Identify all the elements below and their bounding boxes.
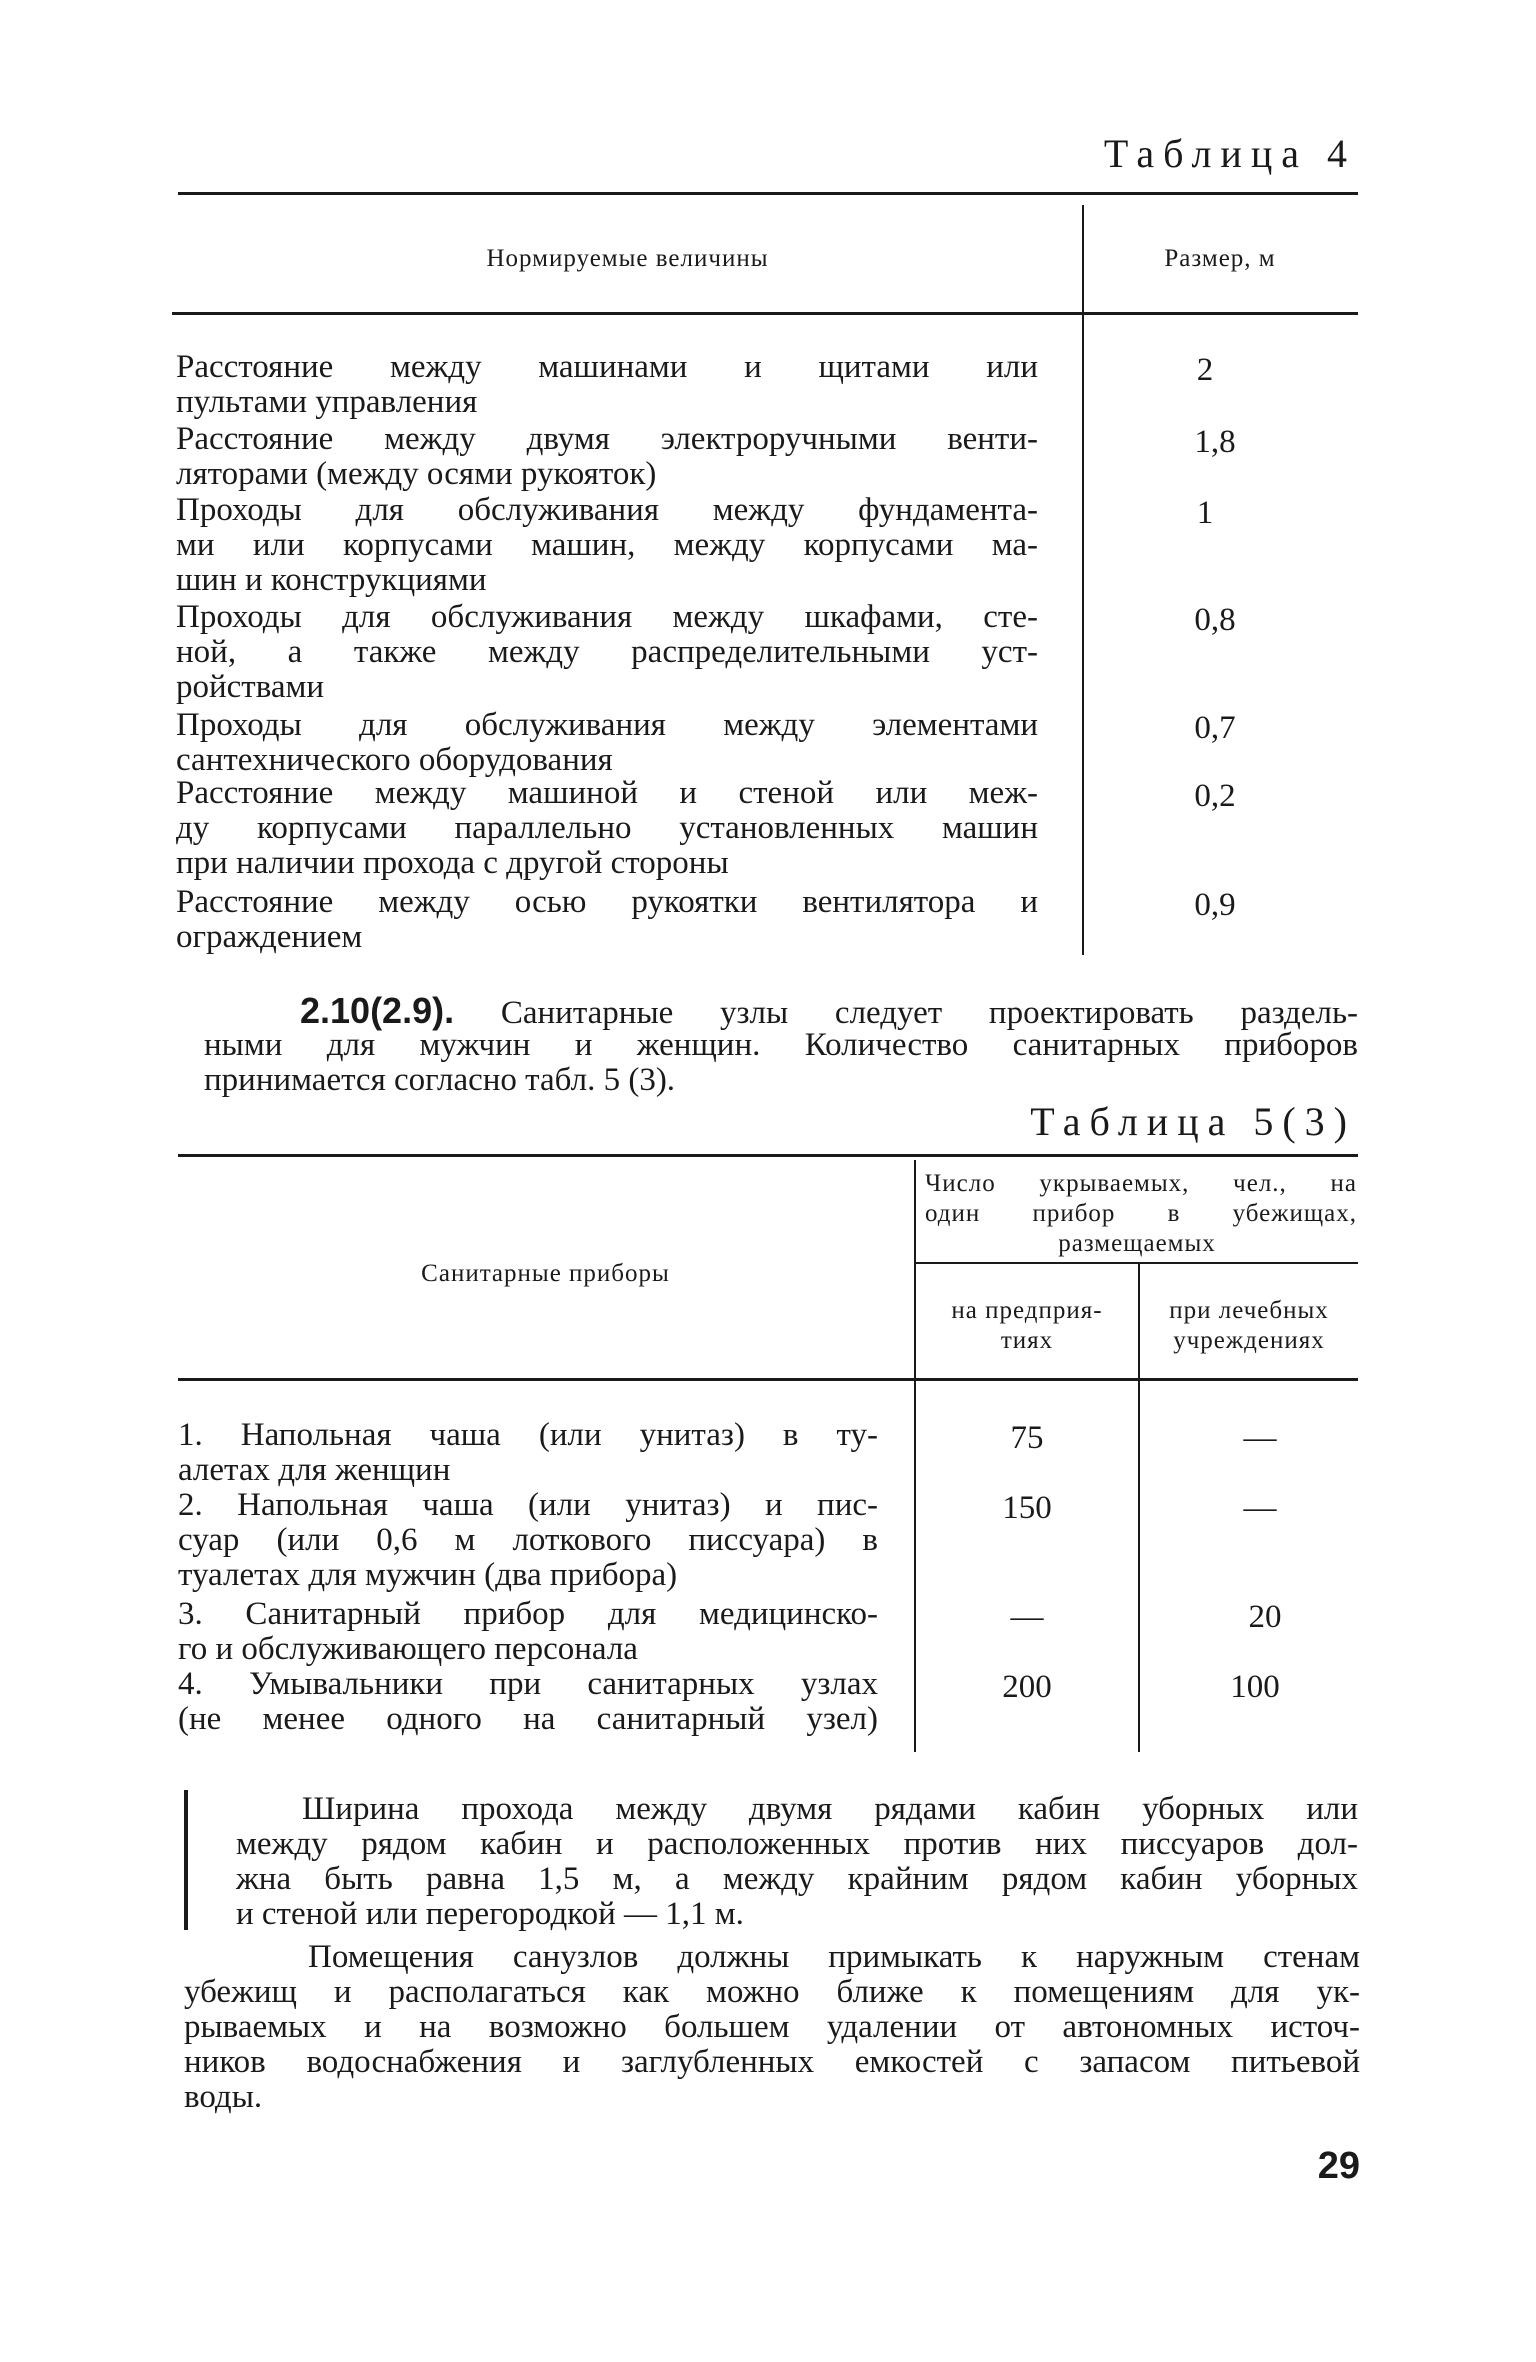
paragraph-line: Помещения санузлов должны примыкать к наружным стенам <box>308 1939 1360 1975</box>
paragraph-line: принимается согласно табл. 5 (3). <box>204 1062 676 1098</box>
table5-row-text-line: 3. Санитарный прибор для медицинско- <box>178 1596 878 1632</box>
page-number: 29 <box>1317 2145 1360 2187</box>
table5-row-value-medical: — <box>1243 1490 1277 1526</box>
paragraph-line: ными для мужчин и женщин. Количество санитарных приборов <box>204 1027 1358 1063</box>
table5-title: Таблица 5(3) <box>1030 1099 1356 1144</box>
table5-row-value-medical: 20 <box>1248 1599 1282 1635</box>
table4-row-text-line: пультами управления <box>176 384 478 420</box>
table4-row-text-line: при наличии прохода с другой стороны <box>176 845 729 881</box>
paragraph-number: 2.10(2.9). <box>300 990 455 1031</box>
table4-row-text-line: Проходы для обслуживания между элементами <box>176 707 1038 743</box>
paragraph-line: воды. <box>184 2079 263 2115</box>
table5-header-sub-line: при лечебных <box>1169 1297 1329 1324</box>
table5-header-sub-line: на предприя- <box>951 1297 1103 1324</box>
table5-row-text-line: го и обслуживающего персонала <box>178 1631 638 1667</box>
table4-row-value: 0,7 <box>1194 710 1236 746</box>
table4-row-text-line: ми или корпусами машин, между корпусами ма- <box>176 527 1038 563</box>
table5-row-value-medical: — <box>1243 1420 1277 1456</box>
table5-row-value-enterprises: 200 <box>1002 1669 1052 1705</box>
table4-header-size: Размер, м <box>1164 245 1276 272</box>
paragraph-line: между рядом кабин и расположенных против них писсуаров дол- <box>236 1826 1358 1862</box>
table5-header-devices: Санитарные приборы <box>421 1260 670 1287</box>
table5-row-text-line: 2. Напольная чаша (или унитаз) и пис- <box>178 1487 878 1523</box>
table4-header-quantities: Нормируемые величины <box>486 245 769 272</box>
table5-header-rule <box>178 1378 1358 1381</box>
table5-row-text-line: туалетах для мужчин (два прибора) <box>178 1557 678 1593</box>
table5-subheader-rule <box>915 1262 1358 1264</box>
paragraph-line: рываемых и на возможно большем удалении от автономных источ- <box>184 2009 1360 2045</box>
table4-top-rule <box>178 192 1358 195</box>
margin-change-bar <box>184 1790 188 1930</box>
table5-header-group-line: размещаемых <box>1058 1230 1216 1257</box>
table5-row-text-line: алетах для женщин <box>178 1452 451 1488</box>
table4-row-text-line: Расстояние между машинами и щитами или <box>176 349 1038 385</box>
table5-row-text-line: 4. Умывальники при санитарных узлах <box>178 1666 878 1702</box>
table4-row-text-line: шин и конструкциями <box>176 562 487 598</box>
table4-column-divider <box>1082 205 1084 955</box>
table5-row-text-line: (не менее одного на санитарный узел) <box>178 1701 878 1737</box>
table5-header-sub-line: тиях <box>1000 1327 1054 1354</box>
table4-row-text-line: Расстояние между двумя электроручными венти- <box>176 421 1038 457</box>
table4-row-value: 0,9 <box>1194 887 1236 923</box>
table4-row-text-line: Расстояние между машиной и стеной или меж- <box>176 775 1038 811</box>
table4-row-text-line: ду корпусами параллельно установленных машин <box>176 810 1038 846</box>
table4-header-rule <box>172 312 1358 315</box>
table4-row-value: 0,2 <box>1194 778 1236 814</box>
paragraph-line <box>300 990 1359 1031</box>
table4-row-text-line: Проходы для обслуживания между шкафами, сте- <box>176 599 1038 635</box>
table4-row-value: 1 <box>1196 495 1214 531</box>
paragraph-line: ников водоснабжения и заглубленных емкостей с запасом питьевой <box>184 2044 1360 2080</box>
table5-row-value-enterprises: 75 <box>1010 1420 1044 1456</box>
table5-header-group-line: Число укрываемых, чел., на <box>925 1170 1357 1197</box>
table4-row-text-line: ной, а также между распределительными уст- <box>176 634 1038 670</box>
paragraph-text: Санитарные узлы следует проектировать раздель- <box>500 995 1359 1031</box>
table5-header-sub-line: учреждениях <box>1173 1327 1325 1354</box>
table4-row-value: 1,8 <box>1194 424 1236 460</box>
table5-row-value-enterprises: — <box>1010 1599 1044 1635</box>
table5-row-value-medical: 100 <box>1230 1669 1280 1705</box>
table4-row-text-line: сантехнического оборудования <box>176 742 613 778</box>
table4-row-value: 2 <box>1196 352 1214 388</box>
table5-row-text-line: 1. Напольная чаша (или унитаз) в ту- <box>178 1417 878 1453</box>
paragraph-line: и стеной или перегородкой — 1,1 м. <box>236 1896 744 1932</box>
table4-row-text-line: ройствами <box>176 669 325 705</box>
table5-header-group-line: один прибор в убежищах, <box>925 1200 1357 1227</box>
table4-row-value: 0,8 <box>1194 602 1236 638</box>
paragraph-line: убежищ и располагаться как можно ближе к помещениям для ук- <box>184 1974 1360 2010</box>
table4-title: Таблица 4 <box>1103 131 1356 176</box>
table4-row-text-line: ляторами (между осями рукояток) <box>176 456 657 492</box>
table5-top-rule <box>178 1154 1358 1157</box>
paragraph-line: жна быть равна 1,5 м, а между крайним рядом кабин уборных <box>236 1861 1358 1897</box>
table4-row-text-line: Расстояние между осью рукоятки вентилятора и <box>176 884 1038 920</box>
table5-row-value-enterprises: 150 <box>1002 1490 1052 1526</box>
table4-row-text-line: ограждением <box>176 919 363 955</box>
table4-row-text-line: Проходы для обслуживания между фундамента- <box>176 492 1038 528</box>
paragraph-line: Ширина прохода между двумя рядами кабин уборных или <box>302 1791 1358 1827</box>
table5-row-text-line: суар (или 0,6 м лоткового писсуара) в <box>178 1522 878 1558</box>
